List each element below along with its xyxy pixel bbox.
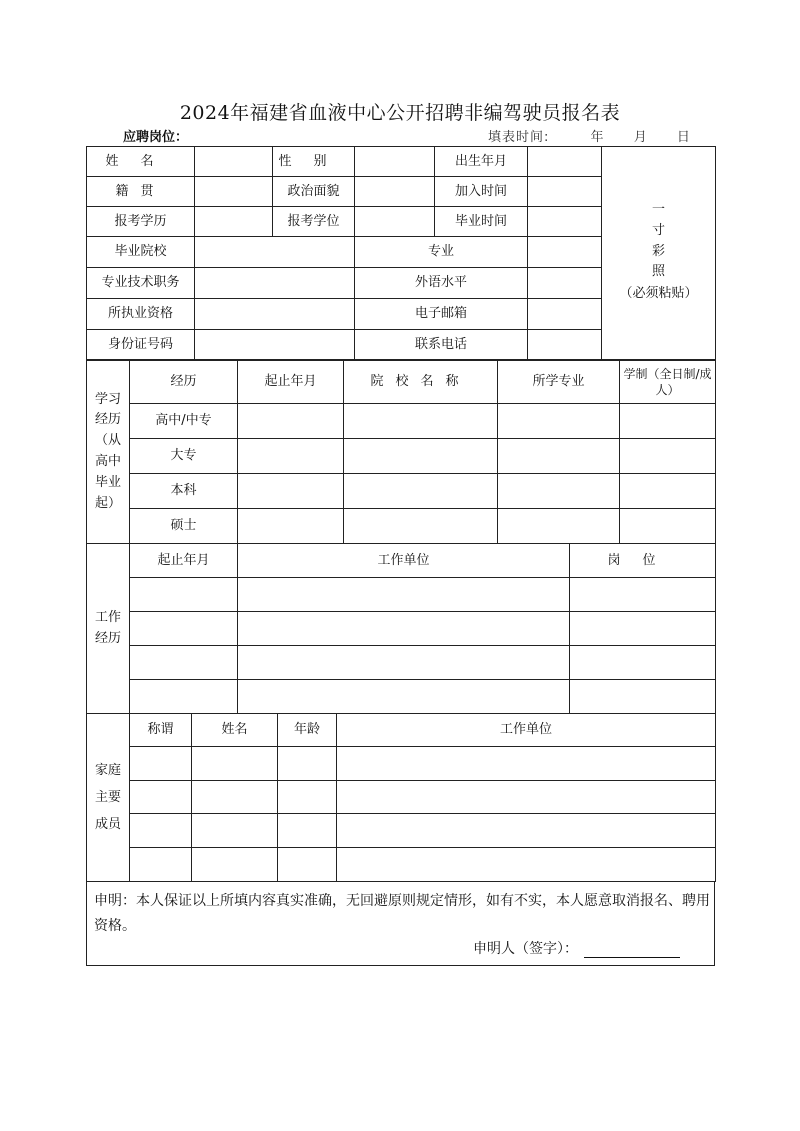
study-section-label	[87, 361, 130, 544]
field-join-date[interactable]	[528, 177, 602, 207]
family-header-age: 年龄	[278, 714, 337, 747]
work-cell[interactable]	[130, 612, 238, 646]
family-cell[interactable]	[337, 781, 716, 814]
label-political: 政治面貌	[273, 177, 355, 207]
study-section-text: 学习经历（从高中毕业起）	[94, 391, 121, 511]
study-cell[interactable]	[620, 439, 716, 474]
study-cell[interactable]	[238, 509, 344, 544]
label-gender: 性别	[273, 147, 355, 177]
fill-date	[488, 126, 691, 145]
field-major[interactable]	[528, 237, 602, 268]
study-header-stage: 经历	[130, 361, 238, 404]
signature-line[interactable]	[584, 941, 680, 958]
work-header-employer: 工作单位	[238, 544, 570, 578]
label-major: 专业	[355, 237, 528, 268]
work-section-label	[87, 544, 130, 714]
work-table	[86, 543, 716, 714]
study-row-label: 硕士	[130, 509, 238, 544]
label-title-rank: 专业技术职务	[87, 268, 195, 299]
study-cell[interactable]	[344, 404, 498, 439]
study-row-label: 本科	[130, 474, 238, 509]
study-cell[interactable]	[498, 439, 620, 474]
basic-info-table	[86, 146, 716, 360]
family-cell[interactable]	[192, 747, 278, 781]
study-cell[interactable]	[344, 509, 498, 544]
position-label: 应聘岗位：	[123, 130, 189, 145]
statement-text: 申明：本人保证以上所填内容真实准确，无回避原则规定情形，如有不实，本人愿意取消报名、聘用资格。	[94, 893, 710, 934]
family-cell[interactable]	[278, 848, 337, 882]
family-section-text: 家庭主要成员	[94, 762, 121, 833]
label-id-number: 身份证号码	[87, 330, 195, 360]
study-cell[interactable]	[238, 474, 344, 509]
study-cell[interactable]	[344, 439, 498, 474]
field-name[interactable]	[195, 147, 273, 177]
study-header-system: 学制（全日制/成人）	[620, 361, 716, 404]
work-cell[interactable]	[238, 680, 570, 714]
work-cell[interactable]	[130, 646, 238, 680]
family-cell[interactable]	[278, 747, 337, 781]
field-title-rank[interactable]	[195, 268, 355, 299]
family-header-name: 姓名	[192, 714, 278, 747]
family-cell[interactable]	[337, 814, 716, 848]
work-header-period: 起止年月	[130, 544, 238, 578]
label-phone: 联系电话	[355, 330, 528, 360]
work-cell[interactable]	[238, 612, 570, 646]
label-degree: 报考学位	[273, 207, 355, 237]
signer-label: 申明人（签字）：	[473, 941, 578, 957]
label-qualification: 所执业资格	[87, 299, 195, 330]
work-section-text: 工作经历	[94, 609, 121, 646]
field-grad-date[interactable]	[528, 207, 602, 237]
fill-date-label: 填表时间:	[488, 130, 550, 145]
work-header-post: 岗位	[570, 544, 716, 578]
study-header-period: 起止年月	[238, 361, 344, 404]
study-cell[interactable]	[620, 474, 716, 509]
study-row-label: 高中/中专	[130, 404, 238, 439]
work-cell[interactable]	[238, 578, 570, 612]
study-cell[interactable]	[238, 439, 344, 474]
form-title: 2024年福建省血液中心公开招聘非编驾驶员报名表	[179, 102, 621, 124]
field-email[interactable]	[528, 299, 602, 330]
study-cell[interactable]	[238, 404, 344, 439]
family-cell[interactable]	[130, 814, 192, 848]
work-cell[interactable]	[570, 578, 716, 612]
family-cell[interactable]	[130, 848, 192, 882]
month-label: 月	[633, 130, 648, 145]
label-email: 电子邮箱	[355, 299, 528, 330]
field-qualification[interactable]	[195, 299, 355, 330]
study-row-label: 大专	[130, 439, 238, 474]
field-phone[interactable]	[528, 330, 602, 360]
family-header-employer: 工作单位	[337, 714, 716, 747]
family-cell[interactable]	[192, 781, 278, 814]
family-cell[interactable]	[130, 781, 192, 814]
study-cell[interactable]	[498, 474, 620, 509]
label-join-date: 加入时间	[435, 177, 528, 207]
family-header-relation: 称谓	[130, 714, 192, 747]
work-cell[interactable]	[570, 646, 716, 680]
label-foreign-lang: 外语水平	[355, 268, 528, 299]
label-native: 籍贯	[87, 177, 195, 207]
family-cell[interactable]	[337, 747, 716, 781]
day-label: 日	[676, 130, 691, 145]
study-cell[interactable]	[344, 474, 498, 509]
study-table	[86, 360, 716, 544]
work-cell[interactable]	[570, 680, 716, 714]
label-name: 姓名	[87, 147, 195, 177]
field-school[interactable]	[195, 237, 355, 268]
field-education[interactable]	[195, 207, 273, 237]
study-cell[interactable]	[620, 509, 716, 544]
year-label: 年	[590, 130, 605, 145]
family-cell[interactable]	[278, 781, 337, 814]
study-header-major: 所学专业	[498, 361, 620, 404]
field-political[interactable]	[355, 177, 435, 207]
field-birth[interactable]	[528, 147, 602, 177]
label-school: 毕业院校	[87, 237, 195, 268]
family-cell[interactable]	[192, 814, 278, 848]
study-header-school: 院校名称	[344, 361, 498, 404]
family-cell[interactable]	[130, 747, 192, 781]
signature-area	[473, 938, 680, 958]
work-cell[interactable]	[130, 680, 238, 714]
field-id-number[interactable]	[195, 330, 355, 360]
field-foreign-lang[interactable]	[528, 268, 602, 299]
work-cell[interactable]	[570, 612, 716, 646]
photo-note: （必须粘贴）	[619, 286, 698, 302]
family-cell[interactable]	[278, 814, 337, 848]
family-cell[interactable]	[192, 848, 278, 882]
field-gender[interactable]	[355, 147, 435, 177]
field-degree[interactable]	[355, 207, 435, 237]
family-table	[86, 713, 716, 882]
label-birth: 出生年月	[435, 147, 528, 177]
work-cell[interactable]	[238, 646, 570, 680]
family-section-label	[87, 714, 130, 882]
study-cell[interactable]	[620, 404, 716, 439]
label-grad-date: 毕业时间	[435, 207, 528, 237]
study-cell[interactable]	[498, 509, 620, 544]
photo-label: 一寸彩照	[651, 202, 665, 280]
study-cell[interactable]	[498, 404, 620, 439]
label-education: 报考学历	[87, 207, 195, 237]
work-cell[interactable]	[130, 578, 238, 612]
field-native[interactable]	[195, 177, 273, 207]
photo-box[interactable]	[602, 147, 716, 360]
family-cell[interactable]	[337, 848, 716, 882]
